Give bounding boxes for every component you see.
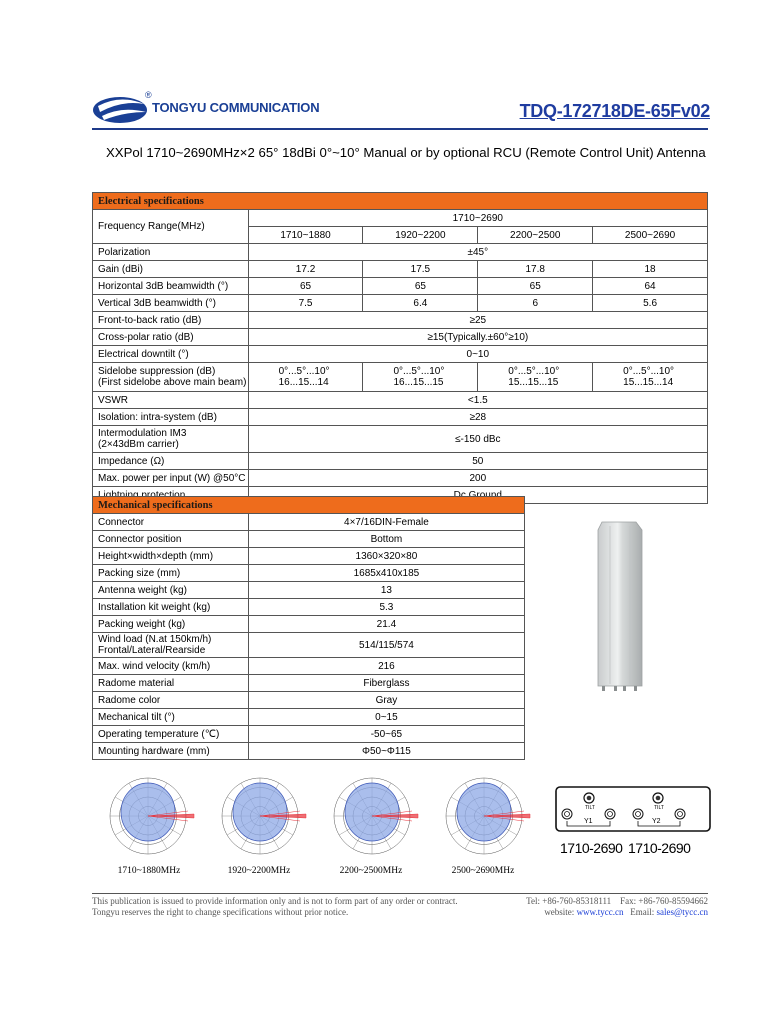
title-text: XXPol 1710~2690MHz×2 65° 18dBi 0°~10° Manual or by optional RCU (Remote Control Unit) Antenna bbox=[106, 145, 706, 160]
cell-value: ≥15(Typically.±60°≥10) bbox=[248, 329, 707, 346]
company-name: TONGYU COMMUNICATION bbox=[152, 100, 320, 115]
electrical-spec-table bbox=[92, 192, 708, 504]
table-row bbox=[93, 278, 708, 295]
table-row bbox=[93, 392, 708, 409]
im3-label-1: Intermodulation IM3 bbox=[98, 428, 187, 439]
rcu-port-left-icon bbox=[584, 793, 594, 803]
table-row bbox=[93, 295, 708, 312]
cell-value: 65 bbox=[363, 278, 478, 295]
row-label bbox=[93, 363, 249, 392]
cell-value bbox=[363, 363, 478, 392]
row-label: Lightning protection bbox=[93, 487, 249, 504]
rcu-port-right-icon bbox=[653, 793, 663, 803]
cell-value: 21.4 bbox=[248, 616, 524, 633]
table-row bbox=[93, 409, 708, 426]
band-header: 1710~1880 bbox=[248, 227, 363, 244]
row-label: Mechanical tilt (°) bbox=[93, 709, 249, 726]
table-row bbox=[93, 548, 525, 565]
table-row bbox=[93, 470, 708, 487]
section-header bbox=[93, 497, 525, 514]
cell-value: 216 bbox=[248, 658, 524, 675]
table-row bbox=[93, 261, 708, 278]
row-label: Radome material bbox=[93, 675, 249, 692]
cell-value: -50~65 bbox=[248, 726, 524, 743]
row-label: Mounting hardware (mm) bbox=[93, 743, 249, 760]
mechanical-spec-table bbox=[92, 496, 525, 760]
table-row bbox=[93, 426, 708, 453]
pattern-label: 1920~2200MHz bbox=[227, 866, 291, 876]
row-label: Impedance (Ω) bbox=[93, 453, 249, 470]
footer-disclaimer bbox=[92, 896, 458, 918]
cell-value: 50 bbox=[248, 453, 707, 470]
cell-value: 6 bbox=[478, 295, 593, 312]
document-title bbox=[92, 143, 710, 162]
row-label: Electrical downtilt (°) bbox=[93, 346, 249, 363]
sidelobe-label-1: Sidelobe suppression (dB) bbox=[98, 366, 216, 377]
table-row bbox=[93, 599, 525, 616]
radiation-pattern-1710-1880-icon bbox=[98, 774, 198, 858]
sidelobe-angles: 0°...5°...10° bbox=[393, 366, 445, 377]
row-label: Connector position bbox=[93, 531, 249, 548]
table-row bbox=[93, 565, 525, 582]
footer-tel: Tel: +86-760-85318111 bbox=[526, 896, 612, 906]
cell-value: 65 bbox=[248, 278, 363, 295]
footer-contact bbox=[526, 896, 708, 918]
cell-value: 4×7/16DIN-Female bbox=[248, 514, 524, 531]
band-header: 1920~2200 bbox=[363, 227, 478, 244]
row-label: Polarization bbox=[93, 244, 249, 261]
table-row bbox=[93, 616, 525, 633]
table-row bbox=[93, 531, 525, 548]
sidelobe-values: 16...15...15 bbox=[393, 377, 444, 388]
table-row bbox=[93, 743, 525, 760]
wind-load-label-1: Wind load (N.at 150km/h) bbox=[98, 634, 212, 645]
row-label: Gain (dBi) bbox=[93, 261, 249, 278]
cell-value: 18 bbox=[593, 261, 708, 278]
cell-value: 514/115/574 bbox=[248, 633, 524, 658]
row-label: VSWR bbox=[93, 392, 249, 409]
cell-value: 1360×320×80 bbox=[248, 548, 524, 565]
cell-value: 13 bbox=[248, 582, 524, 599]
row-label: Height×width×depth (mm) bbox=[93, 548, 249, 565]
sidelobe-values: 16...15...14 bbox=[278, 377, 329, 388]
pattern-label: 2200~2500MHz bbox=[339, 866, 403, 876]
registered-mark: ® bbox=[145, 90, 152, 100]
row-label: Vertical 3dB beamwidth (°) bbox=[93, 295, 249, 312]
cell-value: Fiberglass bbox=[248, 675, 524, 692]
row-label: Radome color bbox=[93, 692, 249, 709]
cell-value: 5.3 bbox=[248, 599, 524, 616]
mechanical-section-title: Mechanical specifications bbox=[93, 497, 525, 514]
sidelobe-label-2: (First sidelobe above main beam) bbox=[98, 377, 247, 388]
table-row bbox=[93, 675, 525, 692]
cell-value: <1.5 bbox=[248, 392, 707, 409]
table-row bbox=[93, 363, 708, 392]
band-header: 2200~2500 bbox=[478, 227, 593, 244]
wind-load-label-2: Frontal/Lateral/Rearside bbox=[98, 645, 206, 656]
port-y1-label: Y1 bbox=[584, 818, 593, 825]
table-row bbox=[93, 329, 708, 346]
disclaimer-line-2: Tongyu reserves the right to change specifications without prior notice. bbox=[92, 907, 349, 917]
cell-value: ≥28 bbox=[248, 409, 707, 426]
table-row bbox=[93, 346, 708, 363]
row-label: Horizontal 3dB beamwidth (°) bbox=[93, 278, 249, 295]
row-label: Cross-polar ratio (dB) bbox=[93, 329, 249, 346]
table-row bbox=[93, 709, 525, 726]
cell-value: 0~10 bbox=[248, 346, 707, 363]
disclaimer-line-1: This publication is issued to provide information only and is not to form part of any order or contract. bbox=[92, 896, 458, 906]
table-row bbox=[93, 244, 708, 261]
cell-value bbox=[248, 363, 363, 392]
contact-line-2 bbox=[526, 907, 708, 918]
pattern-label: 1710~1880MHz bbox=[117, 866, 181, 876]
radiation-pattern-1920-2200-icon bbox=[210, 774, 310, 858]
port-band-left: 1710-2690 bbox=[560, 840, 623, 856]
table-row bbox=[93, 658, 525, 675]
website-label: website: bbox=[544, 907, 575, 917]
im3-label-2: (2×43dBm carrier) bbox=[98, 439, 179, 450]
row-label: Packing size (mm) bbox=[93, 565, 249, 582]
sidelobe-angles: 0°...5°...10° bbox=[623, 366, 675, 377]
cell-value: 7.5 bbox=[248, 295, 363, 312]
row-label: Connector bbox=[93, 514, 249, 531]
row-label: Operating temperature (℃) bbox=[93, 726, 249, 743]
cell-value bbox=[593, 363, 708, 392]
row-label: Installation kit weight (kg) bbox=[93, 599, 249, 616]
cell-value: 17.8 bbox=[478, 261, 593, 278]
sidelobe-values: 15...15...15 bbox=[508, 377, 559, 388]
table-row bbox=[93, 453, 708, 470]
cell-value: 64 bbox=[593, 278, 708, 295]
tongyu-logo-icon bbox=[92, 90, 152, 126]
table-row bbox=[93, 582, 525, 599]
cell-value: 0~15 bbox=[248, 709, 524, 726]
antenna-product-image bbox=[596, 520, 644, 692]
cell-value: Dc Ground bbox=[248, 487, 707, 504]
electrical-section-title: Electrical specifications bbox=[93, 193, 708, 210]
email-link[interactable]: sales@tycc.cn bbox=[656, 907, 708, 917]
port-band-right: 1710-2690 bbox=[628, 840, 691, 856]
sidelobe-angles: 0°...5°...10° bbox=[278, 366, 330, 377]
footer-divider bbox=[92, 893, 708, 894]
sidelobe-values: 15...15...14 bbox=[623, 377, 674, 388]
pattern-label: 2500~2690MHz bbox=[451, 866, 515, 876]
row-label bbox=[93, 426, 249, 453]
radiation-pattern-2200-2500-icon bbox=[322, 774, 422, 858]
radiation-pattern-2500-2690-icon bbox=[434, 774, 534, 858]
sidelobe-angles: 0°...5°...10° bbox=[508, 366, 560, 377]
cell-value: ≥25 bbox=[248, 312, 707, 329]
row-label: Antenna weight (kg) bbox=[93, 582, 249, 599]
row-label: Packing weight (kg) bbox=[93, 616, 249, 633]
cell-value bbox=[478, 363, 593, 392]
row-label: Max. power per input (W) @50°C bbox=[93, 470, 249, 487]
cell-value: 17.2 bbox=[248, 261, 363, 278]
cell-value: ±45° bbox=[248, 244, 707, 261]
footer-fax: Fax: +86-760-85594662 bbox=[620, 896, 708, 906]
table-row bbox=[93, 692, 525, 709]
cell-value: ≤-150 dBc bbox=[248, 426, 707, 453]
website-link[interactable]: www.tycc.cn bbox=[576, 907, 624, 917]
cell-value: 200 bbox=[248, 470, 707, 487]
model-number: TDQ-172718DE-65Fv02 bbox=[519, 101, 710, 121]
table-row bbox=[93, 726, 525, 743]
tilt-label-left: TILT bbox=[585, 805, 595, 811]
row-label bbox=[93, 633, 249, 658]
row-label: Isolation: intra-system (dB) bbox=[93, 409, 249, 426]
cell-value: 5.6 bbox=[593, 295, 708, 312]
cell-value: 1710~2690 bbox=[248, 210, 707, 227]
cell-value: 1685x410x185 bbox=[248, 565, 524, 582]
row-label: Front-to-back ratio (dB) bbox=[93, 312, 249, 329]
port-y2-label: Y2 bbox=[652, 818, 661, 825]
table-row bbox=[93, 312, 708, 329]
cell-value: Bottom bbox=[248, 531, 524, 548]
table-row bbox=[93, 514, 525, 531]
contact-line-1 bbox=[526, 896, 708, 907]
tilt-label-right: TILT bbox=[654, 805, 664, 811]
row-label: Frequency Range(MHz) bbox=[93, 210, 249, 244]
email-label: Email: bbox=[630, 907, 655, 917]
section-header bbox=[93, 193, 708, 210]
row-label: Max. wind velocity (km/h) bbox=[93, 658, 249, 675]
cell-value: Gray bbox=[248, 692, 524, 709]
cell-value: Φ50~Φ115 bbox=[248, 743, 524, 760]
connector-port-diagram bbox=[554, 785, 714, 835]
cell-value: 6.4 bbox=[363, 295, 478, 312]
cell-value: 17.5 bbox=[363, 261, 478, 278]
band-header: 2500~2690 bbox=[593, 227, 708, 244]
header-divider bbox=[92, 128, 708, 130]
cell-value: 65 bbox=[478, 278, 593, 295]
table-row bbox=[93, 633, 525, 658]
table-row bbox=[93, 210, 708, 227]
